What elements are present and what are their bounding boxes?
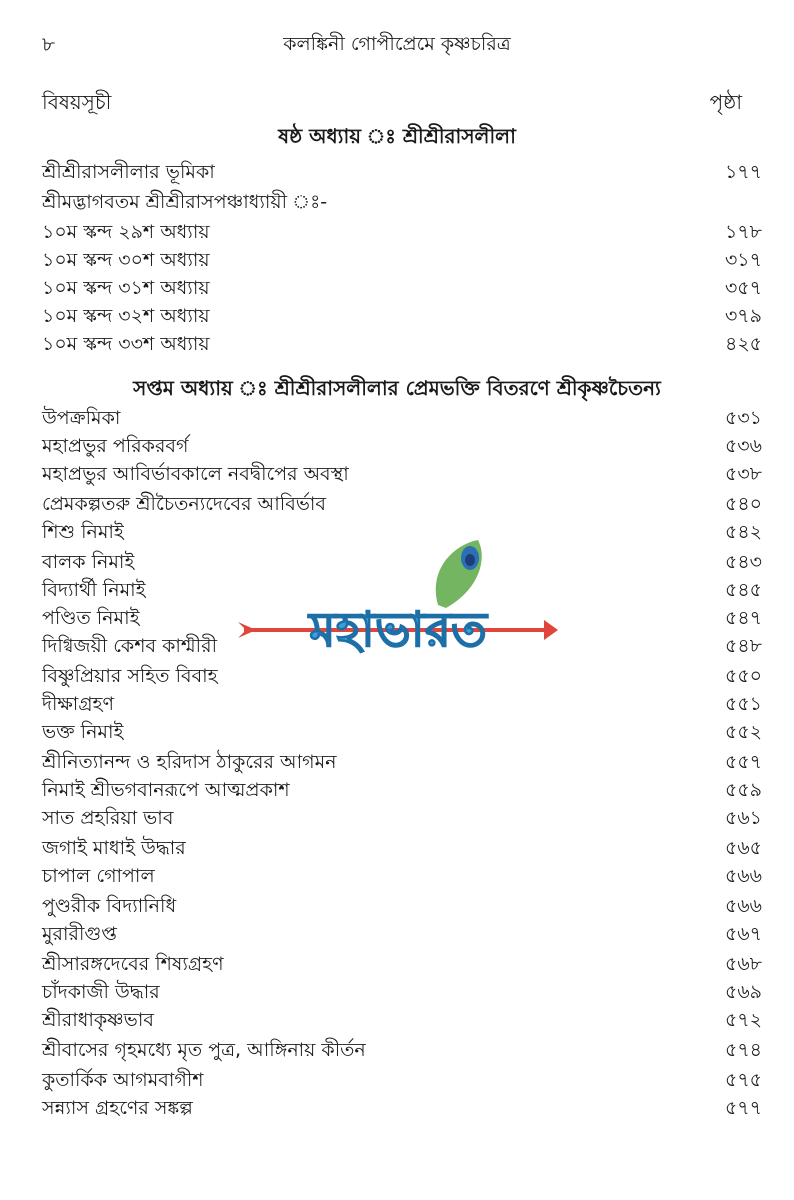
toc-entry-page: ৫৬৯ — [724, 981, 762, 1003]
toc-entry — [42, 862, 762, 888]
toc-entry — [42, 274, 762, 300]
running-header-title: কলঙ্কিনী গোপীপ্রেমে কৃষ্ণচরিত্র — [283, 33, 511, 55]
toc-entry-page: ৩১৭ — [724, 249, 762, 271]
toc-entry-title: দীক্ষাগ্রহণ — [42, 693, 115, 715]
toc-entry-page: ৩৭৯ — [724, 305, 762, 327]
toc-entry-page: ৫৫১ — [725, 693, 762, 715]
toc-entry-page: ৫৬৬ — [724, 895, 762, 917]
toc-entry — [42, 892, 762, 918]
toc-entry — [42, 748, 762, 774]
toc-entry-title: চাপাল গোপাল — [42, 865, 155, 887]
toc-entry-page: ১৭৭ — [724, 161, 762, 183]
toc-entry-title: ১০ম স্কন্দ ২৯শ অধ্যায় — [42, 221, 210, 243]
toc-entry-title: সাত প্রহরিয়া ভাব — [42, 807, 174, 829]
toc-entry — [42, 950, 762, 976]
toc-entry — [42, 302, 762, 328]
toc-entry — [42, 158, 762, 184]
toc-entry-page: ৫৫০ — [724, 665, 762, 687]
watermark-text: মহাভারত — [309, 602, 487, 658]
toc-entry-title: মহাপ্রভুর পরিকরবর্গ — [42, 435, 189, 457]
toc-entry-page: ৫৬৫ — [724, 837, 762, 859]
toc-entry-page: ৫৪৮ — [725, 635, 762, 657]
toc-entry — [42, 188, 762, 214]
toc-entry-title: কুতার্কিক আগমবাগীশ — [42, 1069, 204, 1091]
page-number: ৮ — [42, 32, 55, 56]
toc-entry — [42, 718, 762, 744]
toc-entry-page: ৫৪৭ — [724, 607, 762, 629]
toc-entry-title: বিষ্ণুপ্রিয়ার সহিত বিবাহ — [42, 665, 218, 687]
arrow-fletching-icon — [238, 622, 256, 638]
toc-entry — [42, 432, 762, 458]
toc-entry-page: ৫৪২ — [724, 521, 762, 543]
toc-entry — [42, 1036, 762, 1062]
toc-entry-page: ৫৬১ — [724, 807, 762, 829]
toc-entry-title: চাঁদকাজী উদ্ধার — [42, 981, 160, 1003]
toc-entry-title: পণ্ডিত নিমাই — [42, 607, 140, 629]
toc-entry-page: ৫৭২ — [724, 1009, 762, 1031]
toc-entry-page: ১৭৮ — [724, 221, 762, 243]
toc-entry-page: ৫৫২ — [724, 721, 762, 743]
toc-entry-title: বিদ্যার্থী নিমাই — [42, 579, 146, 601]
toc-entry-page: ৫৩৮ — [724, 463, 762, 485]
toc-entry — [42, 460, 762, 486]
toc-entry-page: ৫৬৭ — [724, 923, 762, 945]
toc-entry — [42, 218, 762, 244]
toc-entry-title: ১০ম স্কন্দ ৩০শ অধ্যায় — [42, 249, 210, 271]
toc-entry-title: ১০ম স্কন্দ ৩২শ অধ্যায় — [42, 305, 210, 327]
toc-entry — [42, 404, 762, 430]
toc-entry — [42, 804, 762, 830]
toc-entry-page: ৫৬৮ — [724, 953, 762, 975]
toc-entry-page: ৫৭৭ — [724, 1097, 762, 1119]
arrow-head-icon — [544, 620, 558, 640]
toc-entry-page: ৫৫৭ — [724, 751, 762, 773]
toc-entry-title: ১০ম স্কন্দ ৩৩শ অধ্যায় — [42, 333, 210, 355]
toc-entry-title: ১০ম স্কন্দ ৩১শ অধ্যায় — [42, 277, 210, 299]
toc-entry-title: সন্ন্যাস গ্রহণের সঙ্কল্প — [42, 1097, 193, 1119]
toc-entry-title: বালক নিমাই — [42, 551, 135, 573]
toc-entry-title: প্রেমকল্পতরু শ্রীচৈতন্যদেবের আবির্ভাব — [42, 493, 327, 515]
peacock-feather-icon — [436, 540, 482, 608]
toc-entry-page: ৫৩১ — [724, 407, 762, 429]
toc-entry-page: ৫৪৩ — [724, 551, 762, 573]
toc-entry — [42, 246, 762, 272]
toc-entry-title: জগাই মাধাই উদ্ধার — [42, 837, 186, 859]
toc-entry — [42, 776, 762, 802]
toc-entry-title: দিগ্বিজয়ী কেশব কাশ্মীরী — [42, 635, 217, 657]
toc-entry-page: ৫৬৬ — [724, 865, 762, 887]
toc-entry — [42, 330, 762, 356]
toc-entry-title: ভক্ত নিমাই — [42, 721, 124, 743]
toc-entry-page: ৩৫৭ — [724, 277, 762, 299]
toc-entry-page: ৫৫৯ — [725, 779, 762, 801]
toc-entry — [42, 834, 762, 860]
toc-entry-title: শ্রীমদ্ভাগবতম শ্রীশ্রীরাসপঞ্চাধ্যায়ী ঃ- — [42, 191, 328, 213]
toc-entry-title: শ্রীবাসের গৃহমধ্যে মৃত পুত্র, আঙ্গিনায় কীর্তন — [42, 1039, 366, 1061]
toc-entry-title: পুণ্ডরীক বিদ্যানিধি — [42, 895, 177, 917]
toc-entry — [42, 920, 762, 946]
toc-entry — [42, 978, 762, 1004]
toc-entry-title: উপক্রমিকা — [42, 407, 121, 429]
toc-entry-page: ৫৭৪ — [724, 1039, 762, 1061]
toc-entry-page: ৪২৫ — [724, 333, 762, 355]
toc-entry-page: ৫৪৫ — [725, 579, 762, 601]
toc-entry-page: ৫৪০ — [724, 493, 762, 515]
toc-entry-page: ৫৭৫ — [724, 1069, 762, 1091]
toc-entry — [42, 1006, 762, 1032]
toc-entry — [42, 1094, 762, 1120]
toc-entry-title: মহাপ্রভুর আবির্ভাবকালে নবদ্বীপের অবস্থা — [42, 463, 349, 485]
toc-entry-title: শ্রীশ্রীরাসলীলার ভূমিকা — [42, 161, 215, 183]
toc-entry-page: ৫৩৬ — [724, 435, 762, 457]
toc-entry — [42, 1066, 762, 1092]
toc-entry-title: নিমাই শ্রীভগবানরূপে আত্মপ্রকাশ — [42, 779, 290, 801]
page-column-heading: পৃষ্ঠা — [709, 90, 742, 114]
toc-entry — [42, 690, 762, 716]
contents-column-heading: বিষয়সূচী — [42, 90, 112, 114]
toc-entry-title: মুরারীগুপ্ত — [42, 923, 117, 945]
watermark-logo — [238, 530, 558, 680]
toc-entry-title: শ্রীসারঙ্গদেবের শিষ্যগ্রহণ — [42, 953, 224, 975]
toc-entry-title: শিশু নিমাই — [42, 521, 124, 543]
chapter-7-heading: সপ্তম অধ্যায় ঃ শ্রীশ্রীরাসলীলার প্রেমভক্তি বিতরণে শ্রীকৃষ্ণচৈতন্য — [133, 376, 661, 400]
toc-entry-title: শ্রীরাধাকৃষ্ণভাব — [42, 1009, 154, 1031]
toc-entry-title: শ্রীনিত্যানন্দ ও হরিদাস ঠাকুরের আগমন — [42, 751, 337, 773]
chapter-6-heading: ষষ্ঠ অধ্যায় ঃ শ্রীশ্রীরাসলীলা — [278, 124, 516, 148]
toc-entry — [42, 490, 762, 516]
